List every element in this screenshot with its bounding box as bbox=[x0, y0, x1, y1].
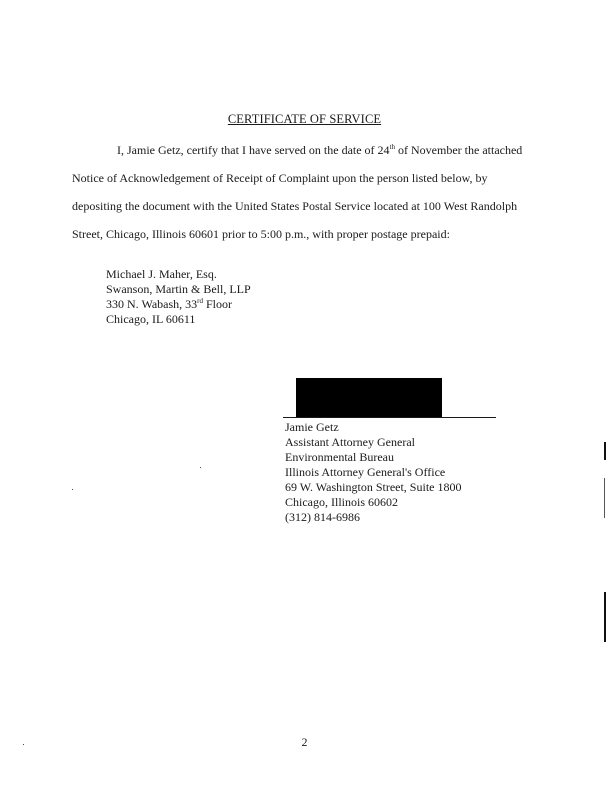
signer-bureau: Environmental Bureau bbox=[285, 450, 394, 464]
recipient-firm: Swanson, Martin & Bell, LLP bbox=[106, 282, 251, 296]
signer-title: Assistant Attorney General bbox=[285, 435, 415, 449]
scan-speck bbox=[200, 467, 201, 468]
floor-ordinal-suffix: rd bbox=[197, 297, 203, 305]
signature-redaction bbox=[296, 378, 442, 417]
page-number: 2 bbox=[301, 735, 308, 749]
body-line-2: Notice of Acknowledgement of Receipt of Complaint upon the person listed below, by bbox=[72, 171, 488, 185]
signer-street: 69 W. Washington Street, Suite 1800 bbox=[285, 480, 462, 494]
scan-speck bbox=[72, 489, 73, 490]
recipient-street-text: 330 N. Wabash, 33 bbox=[106, 297, 198, 311]
scan-edge-mark bbox=[604, 592, 606, 642]
recipient-name: Michael J. Maher, Esq. bbox=[106, 267, 217, 281]
signer-name: Jamie Getz bbox=[285, 420, 339, 434]
recipient-street bbox=[106, 296, 232, 312]
scan-edge-mark bbox=[604, 442, 606, 460]
body-line-1-tail: of November the attached bbox=[395, 143, 523, 157]
signer-phone: (312) 814-6986 bbox=[285, 510, 360, 524]
signer-office: Illinois Attorney General's Office bbox=[285, 465, 446, 479]
body-line-4: Street, Chicago, Illinois 60601 prior to 5:00 p.m., with proper postage prepaid: bbox=[72, 227, 450, 241]
body-line-1-text: I, Jamie Getz, certify that I have served on the date of 24 bbox=[117, 143, 390, 157]
recipient-street-tail: Floor bbox=[202, 297, 232, 311]
body-line-1 bbox=[117, 142, 522, 158]
recipient-city: Chicago, IL 60611 bbox=[106, 312, 196, 326]
signature-rule bbox=[283, 417, 496, 418]
scan-edge-mark bbox=[604, 478, 605, 518]
date-ordinal-suffix: th bbox=[389, 143, 396, 151]
scan-speck bbox=[23, 744, 24, 745]
signer-city: Chicago, Illinois 60602 bbox=[285, 495, 398, 509]
page-title: CERTIFICATE OF SERVICE bbox=[227, 112, 382, 126]
body-line-3: depositing the document with the United States Postal Service located at 100 West Randolph bbox=[72, 199, 518, 213]
